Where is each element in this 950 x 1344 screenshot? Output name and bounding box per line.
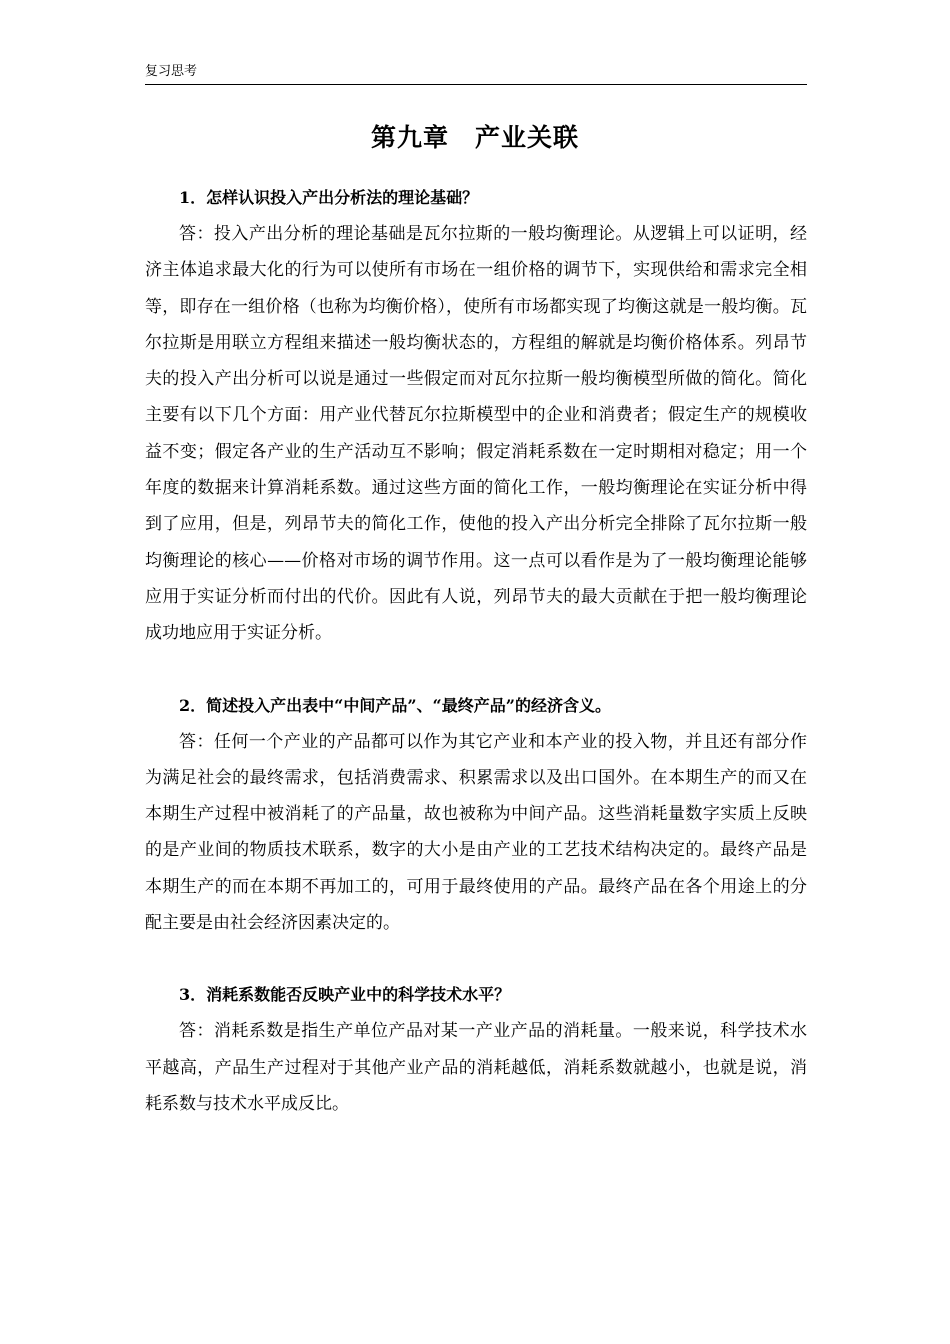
question-3: 3．消耗系数能否反映产业中的科学技术水平？ — [179, 985, 511, 1005]
section-gap — [145, 941, 807, 977]
chapter-title: 第九章 产业关联 — [370, 123, 579, 152]
qa-item-3 — [145, 977, 807, 1122]
page-header — [145, 62, 807, 85]
header-text: 复习思考 — [145, 64, 198, 79]
qa-item-2 — [145, 688, 807, 942]
answer-3: 答：消耗系数是指生产单位产品对某一产业产品的消耗量。一般来说，科学技术水平越高，产品生产过程对于其他产业产品的消耗越低，消耗系数就越小，也就是说，消耗系数与技术水平成反比。 — [145, 1021, 807, 1114]
section-gap — [145, 652, 807, 688]
answer-2: 答：任何一个产业的产品都可以作为其它产业和本产业的投入物，并且还有部分作为满足社会的最终需求，包括消费需求、积累需求以及出口国外。在本期生产的而又在本期生产过程中被消耗了的产品量，故也被称为中间产品。这些消耗量数字实质上反映的是产业间的物质技术联系，数字的大小是由产业的工艺技术结构决定的。最终产品是本期生产的而在本期不再加工的，可用于最终使用的产品。最终产品在各个用途上的分配主要是由社会经济因素决定的。 — [145, 731, 807, 934]
question-1: 1．怎样认识投入产出分析法的理论基础？ — [179, 188, 479, 207]
document-body — [145, 180, 807, 1122]
answer-1: 答：投入产出分析的理论基础是瓦尔拉斯的一般均衡理论。从逻辑上可以证明，经济主体追求最大化的行为可以使所有市场在一组价格的调节下，实现供给和需求完全相等，即存在一组价格（也称为均衡价格），使所有市场都实现了均衡这就是一般均衡。瓦尔拉斯是用联立方程组来描述一般均衡状态的，方程组的解就是均衡价格体系。列昂节夫的投入产出分析可以说是通过一些假定而对瓦尔拉斯一般均衡模型所做的简化。简化主要有以下几个方面：用产业代替瓦尔拉斯模型中的企业和消费者；假定生产的规模收益不变；假定各产业的生产活动互不影响；假定消耗系数在一定时期相对稳定；用一个年度的数据来计算消耗系数。通过这些方面的简化工作，一般均衡理论在实证分析中得到了应用，但是，列昂节夫的简化工作，使他的投入产出分析完全排除了瓦尔拉斯一般均衡理论的核心——价格对市场的调节作用。这一点可以看作是为了一般均衡理论能够应用于实证分析而付出的代价。因此有人说，列昂节夫的最大贡献在于把一般均衡理论成功地应用于实证分析。 — [145, 224, 807, 644]
question-2: 2．简述投入产出表中“中间产品”、“最终产品”的经济含义。 — [179, 695, 611, 715]
qa-item-1 — [145, 180, 807, 652]
header-rule — [145, 84, 807, 85]
